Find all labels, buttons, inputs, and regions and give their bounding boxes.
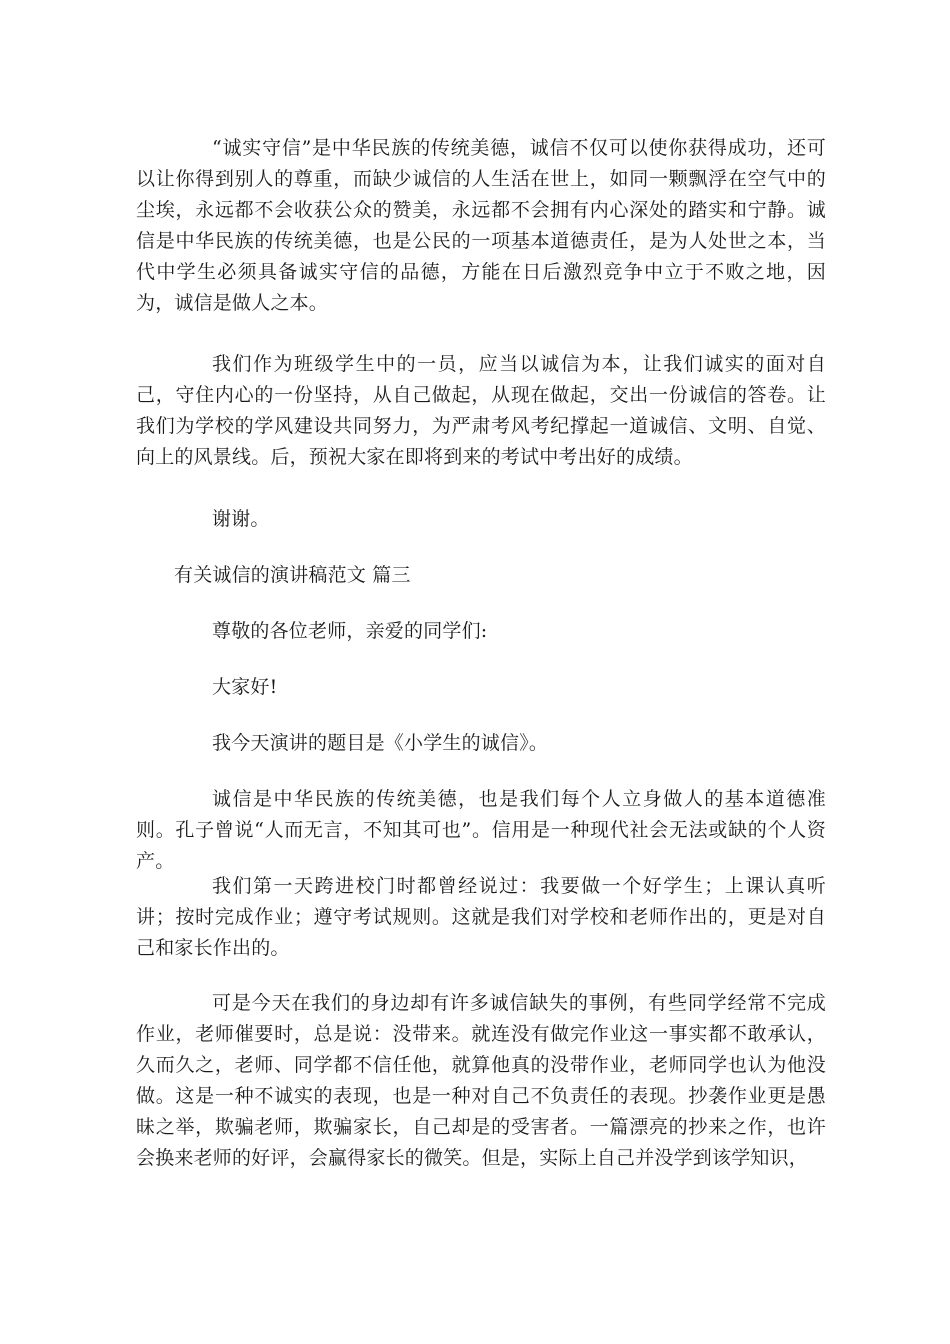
- paragraph-confucius: 诚信是中华民族的传统美德，也是我们每个人立身做人的基本道德准则。孔子曾说“人而无言，不知其可也”。信用是一种现代社会无法或缺的个人资产。: [136, 788, 826, 872]
- paragraph-thanks: 谢谢。: [212, 508, 270, 530]
- paragraph-topic: 我今天演讲的题目是《小学生的诚信》。: [212, 732, 549, 754]
- paragraph-student-commitment: 我们作为班级学生中的一员，应当以诚信为本，让我们诚实的面对自己，守住内心的一份坚持，从自己做起，从现在做起，交出一份诚信的答卷。让我们为学校的学风建设共同努力，为严肃考风考纪撑起一道诚信、文明、自觉、向上的风景线。后，预祝大家在即将到来的考试中考出好的成绩。: [136, 353, 826, 468]
- paragraph-salutation: 尊敬的各位老师，亲爱的同学们:: [212, 620, 488, 642]
- section-heading: 有关诚信的演讲稿范文 篇三: [174, 564, 411, 586]
- paragraph-greeting: 大家好!: [212, 676, 278, 698]
- paragraph-honesty-virtue: “诚实守信”是中华民族的传统美德，诚信不仅可以使你获得成功，还可以让你得到别人的尊重，而缺少诚信的人生活在世上，如同一颗飘浮在空气中的尘埃，永远都不会收获公众的赞美，永远都不会拥有内心深处的踏实和宁静。诚信是中华民族的传统美德，也是公民的一项基本道德责任，是为人处世之本，当代中学生必须具备诚实守信的品德，方能在日后激烈竞争中立于不败之地，因为，诚信是做人之本。: [136, 137, 826, 314]
- paragraph-first-day: 我们第一天跨进校门时都曾经说过：我要做一个好学生；上课认真听讲；按时完成作业；遵守考试规则。这就是我们对学校和老师作出的，更是对自己和家长作出的。: [136, 875, 826, 959]
- paragraph-homework-examples: 可是今天在我们的身边却有许多诚信缺失的事例，有些同学经常不完成作业，老师催要时，总是说：没带来。就连没有做完作业这一事实都不敢承认，久而久之，老师、同学都不信任他，就算他真的没带作业，老师同学也认为他没做。这是一种不诚实的表现，也是一种对自己不负责任的表现。抄袭作业更是愚昧之举，欺骗老师，欺骗家长，自己却是的受害者。一篇漂亮的抄来之作，也许会换来老师的好评，会赢得家长的微笑。但是，实际上自己并没学到该学知识，: [136, 992, 826, 1169]
